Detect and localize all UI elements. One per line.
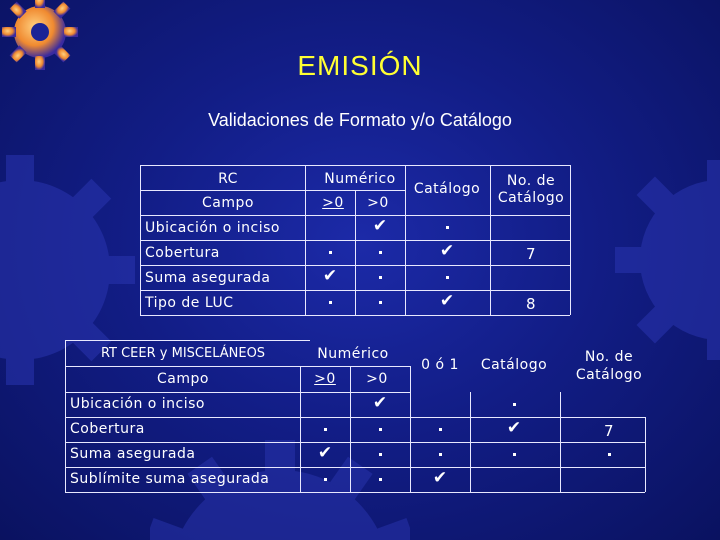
header-gt0: >0 [367,195,389,211]
row-label: Ubicación o inciso [145,220,280,236]
dot-icon [324,478,327,481]
header-ge0: >0 [314,371,336,387]
header-0o1: 0 ó 1 [421,357,459,373]
header-rc: RC [218,171,238,187]
header-no-catalogo-1: No. de [506,173,556,189]
header-numerico: Numérico [324,171,396,187]
dot-icon [513,403,516,406]
check-icon: ✔ [432,468,448,488]
dot-icon [446,276,449,279]
header-campo: Campo [157,371,209,387]
dot-icon [324,428,327,431]
page-title: EMISIÓN [297,50,423,81]
dot-icon [379,453,382,456]
header-no-catalogo-2: Catálogo [575,367,643,383]
dot-icon [446,226,449,229]
check-icon: ✔ [322,266,338,286]
gear-icon-right [580,160,720,360]
header-no-catalogo-1: No. de [584,349,634,365]
dot-icon [379,276,382,279]
header-rt: RT CEER y MISCELÁNEOS [100,346,266,361]
header-campo: Campo [202,195,254,211]
row-label: Suma asegurada [70,446,196,462]
dot-icon [329,251,332,254]
header-catalogo: Catálogo [480,357,548,373]
row-label: Suma asegurada [145,270,271,286]
header-numerico: Numérico [317,346,389,362]
dot-icon [329,301,332,304]
row-label: Sublímite suma asegurada [70,471,270,487]
header-ge0: >0 [322,195,344,211]
header-gt0: >0 [366,371,388,387]
row-label: Tipo de LUC [145,295,234,311]
dot-icon [439,453,442,456]
row-label: Cobertura [70,421,145,437]
header-no-catalogo-2: Catálogo [497,190,565,206]
dot-icon [379,478,382,481]
check-icon: ✔ [372,216,388,236]
check-icon: ✔ [439,241,455,261]
catalog-number: 7 [603,422,615,440]
row-label: Cobertura [145,245,220,261]
header-catalogo: Catálogo [413,181,481,197]
check-icon: ✔ [506,418,522,438]
row-label: Ubicación o inciso [70,396,205,412]
dot-icon [379,428,382,431]
catalog-number: 7 [525,245,537,263]
dot-icon [379,301,382,304]
dot-icon [379,251,382,254]
catalog-number: 8 [525,295,537,313]
check-icon: ✔ [372,393,388,413]
page-subtitle: Validaciones de Formato y/o Catálogo [208,110,512,130]
check-icon: ✔ [439,291,455,311]
dot-icon [439,428,442,431]
dot-icon [608,453,611,456]
dot-icon [513,453,516,456]
check-icon: ✔ [317,443,333,463]
